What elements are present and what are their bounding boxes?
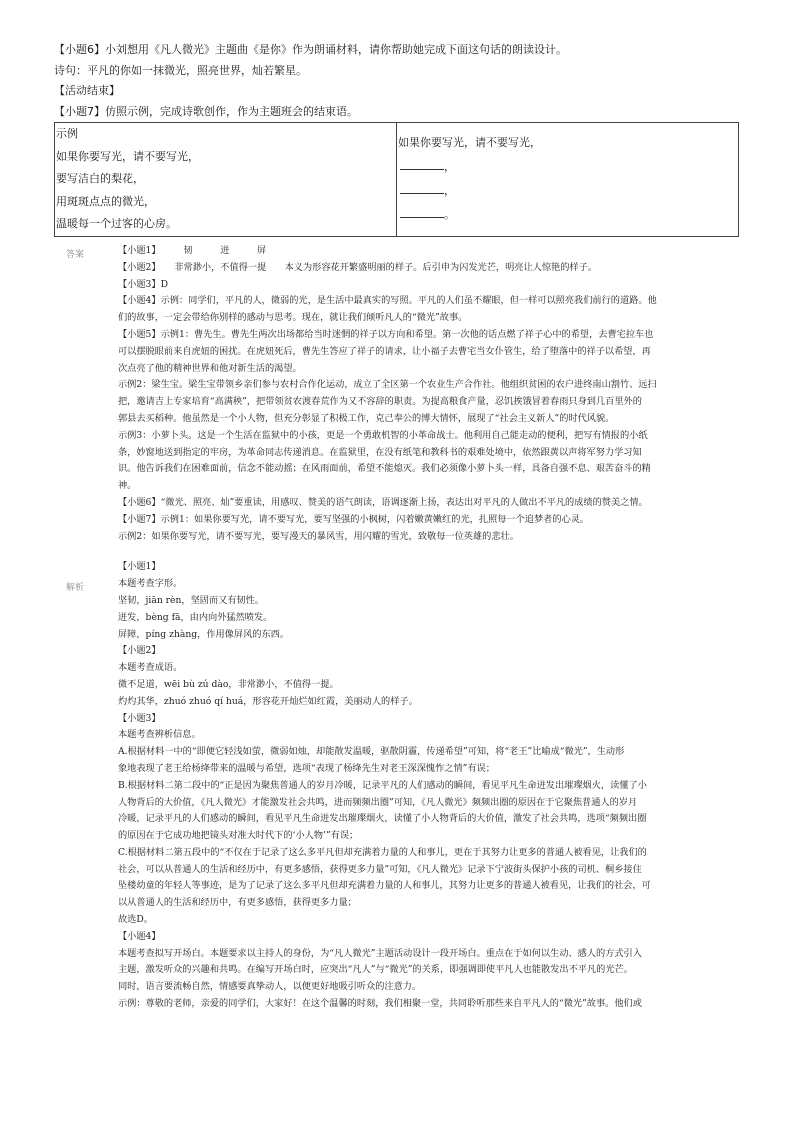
analysis-block <box>118 559 718 1013</box>
analysis-line: 本题考查拟写开场白。本题要求以主持人的身份，为“凡人微光”主题活动设计一段开场白。重点在于如何以生动、感人的方式引入 <box>118 947 642 959</box>
answer-line: 【小题2】 非常渺小，不值得一提 本义为形容花开繁盛明丽的样子。后引申为闪发光芒，明亮让人惊艳的样子。 <box>118 261 597 273</box>
answer-line: 【小题5】示例1：曹先生。曹先生两次出场都给当时迷惘的祥子以方向和希望。第一次他的话点燃了祥子心中的希望，去曹宅拉车也 <box>118 328 654 340</box>
example-line: 要写洁白的梨花， <box>56 172 144 185</box>
question-section <box>54 40 744 237</box>
example-cell <box>55 123 397 237</box>
example-line: 如果你要写光，请不要写光， <box>56 149 199 163</box>
analysis-tag: 解析 <box>66 583 85 593</box>
analysis-line: 【小题3】 <box>118 712 161 724</box>
poem-table <box>54 122 739 237</box>
answer-cell <box>397 123 739 237</box>
analysis-line: 【小题1】 <box>118 561 161 573</box>
blank-line: ， <box>398 179 738 203</box>
analysis-line: 以从普通人的生活和经历中，有更多感悟，获得更多力量； <box>118 897 357 909</box>
answer-line: 示例2：梁生宝。梁生宝带领乡亲们参与农村合作化运动，成立了全区第一个农业生产合作社。他组织贫困的农户进终南山割竹、远扫 <box>118 379 657 391</box>
analysis-line: 同时，语言要流畅自然，情感要真挚动人，以便更好地吸引听众的注意力。 <box>118 981 422 993</box>
answer-line: 【小题3】D <box>118 278 168 290</box>
answer-line: 郭县去买稻种。他虽然是一个小人物，但充分彰显了积极工作，克己奉公的博大情怀，展现了“社会主义新人”的时代风貌。 <box>118 412 615 424</box>
example-line: 用斑斑点点的微光， <box>56 194 155 208</box>
answer-line: 们的故事，一定会带给你别样的感动与思考。现在，就让我们倾听凡人的“微光”故事。 <box>118 312 468 324</box>
answer-body <box>118 243 718 1013</box>
answer-first-line: 如果你要写光，请不要写光， <box>398 136 541 150</box>
example-line: 温暖每一个过客的心房。 <box>56 217 177 230</box>
analysis-line: 冷暖，记录平凡的人们感动的瞬间，看见平凡生命迸发出璀璨烟火，读懂了小人物背后的大价值，激发了社会共鸣，选项“频频出圈 <box>118 813 647 825</box>
analysis-line: 【小题2】 <box>118 645 161 657</box>
analysis-line: 社会，可以从普通人的生活和经历中，有更多感悟，获得更多力量”可知，《凡人微光》记录下宁波街头保护小孩的司机、桐乡接住 <box>118 863 642 875</box>
analysis-line: 故选D。 <box>118 914 153 926</box>
question-6: 【小题6】小刘想用《凡人微光》主题曲《是你》作为朗诵材料，请你帮助她完成下面这句话的朗读设计。 <box>54 43 567 56</box>
analysis-line: 微不足道，wēi bù zú dào，非常渺小，不值得一提。 <box>118 678 339 690</box>
analysis-line: C.根据材料二第五段中的“不仅在于记录了这么多平凡但却充满着力量的人和事儿，更在于其努力让更多的普通人被看见，让我们的 <box>118 846 647 858</box>
analysis-line: 本题考查成语。 <box>118 662 183 674</box>
answer-line: 可以摆脱眼前来自虎妞的困扰。在虎妞死后，曹先生答应了祥子的请求，让小福子去曹宅当女仆管生，给了堕落中的祥子以希望，再 <box>118 345 651 357</box>
analysis-line: 本题考查字形。 <box>118 578 183 590</box>
activity-end: 【活动结束】 <box>54 84 120 97</box>
analysis-line: B.根据材料二第二段中的“正是因为聚焦普通人的岁月冷暖，记录平凡的人们感动的瞬间，看见平凡生命迸发出璀璨烟火，读懂了小 <box>118 779 647 791</box>
answer-line: 【小题4】示例：同学们，平凡的人，微弱的光，是生活中最真实的写照。平凡的人们虽不耀眼，但一样可以照亮我们前行的道路。他 <box>118 295 657 307</box>
analysis-line: 坠楼幼童的年轻人等事迹，是为了记录了这么多平凡但却充满着力量的人和事儿，其努力让更多的普通人被看见，让我们的社会，可 <box>118 880 651 892</box>
analysis-line: 迸发，bèng fā，由内向外猛然喷发。 <box>118 611 273 623</box>
analysis-line: 主题，激发听众的兴趣和共鸣。在编写开场白时，应突出“凡人”与“微光”的关系，即强调即使平凡人也能散发出不平凡的光芒。 <box>118 964 633 976</box>
answer-line: 示例3：小萝卜头。这是一个生活在监狱中的小孩，更是一个勇敢机智的小革命战士。他利用自己能走动的便利，把写有情报的小纸 <box>118 429 648 441</box>
analysis-line: A.根据材料一中的“即便它轻浅如萤，微弱如烛，却能散发温暖，驱散阴霾，传递希望”可知，将“老王”比喻成“微光”，生动形 <box>118 746 625 758</box>
analysis-line: 示例：尊敬的老师，亲爱的同学们，大家好！在这个温馨的时刻，我们相聚一堂，共同聆听那些来自平凡人的“微光”故事。他们或 <box>118 998 642 1010</box>
answer-line: 神。 <box>118 480 137 492</box>
answer-tag: 答案 <box>66 250 85 260</box>
analysis-line: 象地表现了老王给杨绛带来的温暖与希望，选项“表现了杨绛先生对老王深深愧怍之情”有误； <box>118 762 495 774</box>
answer-line: 【小题7】示例1：如果你要写光，请不要写光，要写坚强的小枫树，闪着嫩黄嫩红的光，扎照每一个追梦者的心灵。 <box>118 513 590 525</box>
question-7: 【小题7】仿照示例，完成诗歌创作，作为主题班会的结束语。 <box>54 104 358 118</box>
example-line: 示例 <box>56 127 78 140</box>
blank-line: ， <box>398 155 738 179</box>
analysis-line: 屏障，píng zhàng，作用像屏风的东西。 <box>118 628 290 640</box>
fill-blank[interactable] <box>400 205 444 218</box>
poem-line: 诗句：平凡的你如一抹微光，照亮世界，灿若繁星。 <box>54 63 307 77</box>
answer-block <box>118 243 718 545</box>
answer-line: 把，邀请吉上专家培育“高满秧”，把带领贫农渡春荒作为又不容辞的职责。为提高粮食产量，忍饥挨饿冒着春雨只身到几百里外的 <box>118 396 642 408</box>
analysis-line: 灼灼其华，zhuó zhuó qí huá，形容花开灿烂如红霞，美丽动人的样子。 <box>118 695 418 707</box>
answer-line: 次点亮了他的精神世界和他对新生活的渴望。 <box>118 362 302 374</box>
analysis-line: 本题考查辨析信息。 <box>118 729 201 741</box>
answer-line: 识。他告诉我们在困难面前，信念不能动摇；在风雨面前，希望不能熄灭。我们必须像小萝卜头一样，具备自强不息、艰苦奋斗的精 <box>118 463 651 475</box>
analysis-line: 的原因在于它成功地把镜头对准大时代下的‘小人物’”有误； <box>118 830 359 842</box>
answer-line: 示例2：如果你要写光，请不要写光，要写漫天的暴风雪，用闪耀的雪光，致敬每一位英雄的悲壮。 <box>118 530 519 542</box>
analysis-line: 坚韧，jiān rèn，坚固而又有韧性。 <box>118 594 265 606</box>
fill-blank[interactable] <box>400 181 444 194</box>
fill-blank[interactable] <box>400 157 444 170</box>
answer-line: 【小题6】“微光、照亮、灿”要重读，用感叹、赞美的语气朗读，语调逐渐上扬，表达出对平凡的人做出不平凡的成绩的赞美之情。 <box>118 496 648 508</box>
answer-line: 【小题1】 韧 迸 屏 <box>118 245 267 256</box>
analysis-line: 【小题4】 <box>118 930 161 942</box>
blank-line: 。 <box>398 203 738 227</box>
analysis-line: 人物背后的大价值，《凡人微光》才能激发社会共鸣，进而频频出圈”可知，《凡人微光》频频出圈的原因在于它聚焦普通人的岁月 <box>118 796 638 808</box>
answer-line: 条，妙窗地送到指定的牢房，为革命同志传递消息。在监狱里，在没有纸笔和教科书的艰难处境中，依然跟黄以声将军努力学习知 <box>118 446 642 458</box>
